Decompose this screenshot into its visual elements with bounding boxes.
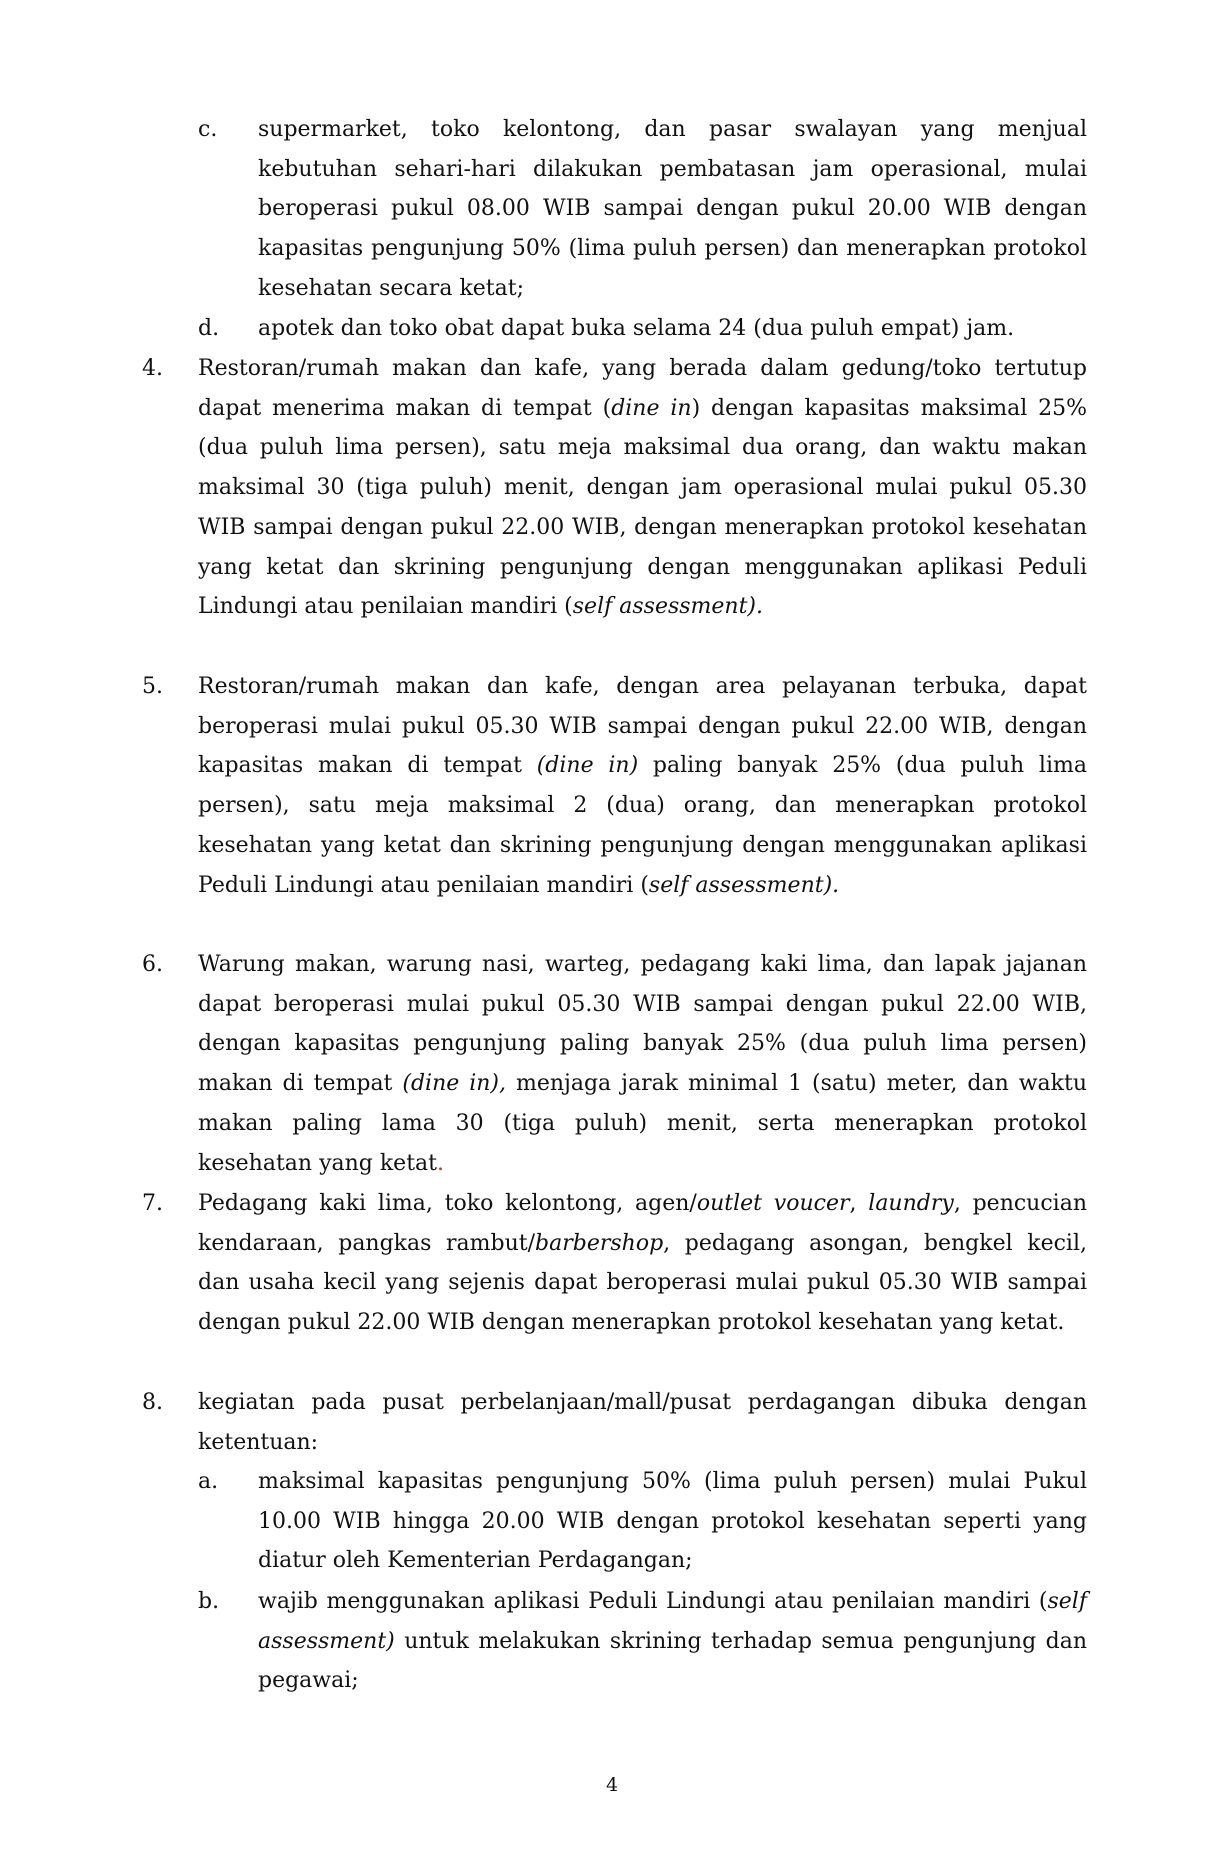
text-segment: , pedagang asongan, bengkel kecil, dan usaha kecil yang sejenis dapat beroperasi mulai pukul 05.30 WIB sampai dengan pukul 22.00 WIB dengan menerapkan protokol kesehatan yang ketat. xyxy=(198,1230,1087,1336)
list-marker: a. xyxy=(198,1469,219,1494)
text-segment: paling banyak 25% (dua puluh lima persen), satu meja maksimal 2 (dua) orang, dan menerapkan protokol kesehatan yang ketat dan skrining pengunjung dengan menggunakan aplikasi Peduli Lindungi atau penilaian mandiri ( xyxy=(198,753,1087,898)
text-segment: wajib menggunakan aplikasi Peduli Lindungi atau penilaian mandiri ( xyxy=(258,1589,1048,1614)
text-segment: menjaga jarak minimal 1 (satu) meter, dan waktu makan paling lama 30 (tiga puluh) menit, serta menerapkan protokol kesehatan yang ketat xyxy=(198,1071,1087,1176)
text-segment: Restoran/rumah makan dan kafe, dengan area pelayanan terbuka, dapat beroperasi mulai pukul 05.30 WIB sampai dengan pukul 22.00 WIB, dengan kapasitas makan di tempat xyxy=(198,674,1087,779)
italic-term: self assessment). xyxy=(648,872,840,898)
text-segment: Warung makan, warung nasi, warteg, pedagang kaki lima, dan lapak jajanan dapat beroperasi mulai pukul 05.30 WIB sampai dengan pukul 22.00 WIB, dengan kapasitas pengunjung paling banyak 25% (dua puluh lima persen) makan di tempat xyxy=(198,952,1087,1097)
list-marker: 8. xyxy=(142,1390,163,1415)
list-marker: d. xyxy=(198,316,220,341)
italic-term: (dine in) xyxy=(536,753,639,779)
list-marker: b. xyxy=(198,1589,220,1614)
list-item-text xyxy=(198,945,1087,1183)
italic-term: self assessment) xyxy=(258,1589,1087,1654)
text-segment: untuk melakukan skrining terhadap semua pengunjung dan pegawai; xyxy=(258,1628,1087,1694)
list-marker: 5. xyxy=(142,674,163,699)
page-number: 4 xyxy=(605,1774,619,1796)
italic-term: outlet voucer xyxy=(696,1191,850,1216)
text-segment: ) dengan kapasitas maksimal 25% (dua puluh lima persen), satu meja maksimal dua orang, dan waktu makan maksimal 30 (tiga puluh) menit, dengan jam operasional mulai pukul 05.30 WIB sampai dengan pukul 22.00 WIB, dengan menerapkan protokol kesehatan yang ketat dan skrining pengunjung dengan menggunakan aplikasi Peduli Lindungi atau penilaian mandiri ( xyxy=(198,395,1087,620)
list-marker: 4. xyxy=(142,356,163,381)
italic-term: dine in xyxy=(611,395,692,421)
italic-term: (dine in), xyxy=(402,1071,507,1097)
text-segment: Restoran/rumah makan dan kafe, yang berada dalam gedung/toko tertutup dapat menerima makan di tempat ( xyxy=(198,356,1087,421)
list-marker: 7. xyxy=(142,1191,163,1216)
list-item-text xyxy=(198,667,1087,905)
italic-term: laundry xyxy=(868,1191,954,1216)
italic-term: barbershop xyxy=(535,1230,664,1256)
list-item-text xyxy=(198,349,1087,627)
italic-term: self assessment). xyxy=(572,594,764,620)
text-segment: . xyxy=(437,1150,445,1176)
list-marker: 6. xyxy=(142,952,163,977)
text-segment: , pencucian kendaraan, pangkas rambut/ xyxy=(198,1191,1087,1256)
list-item-text xyxy=(198,1184,1087,1343)
text-segment: Pedagang kaki lima, toko kelontong, agen/ xyxy=(198,1191,697,1216)
list-item-text: maksimal kapasitas pengunjung 50% (lima puluh persen) mulai Pukul 10.00 WIB hingga 20.00 WIB dengan protokol kesehatan seperti yang diatur oleh Kementerian Perdagangan; xyxy=(258,1469,1087,1574)
list-item-text: supermarket, toko kelontong, dan pasar swalayan yang menjual kebutuhan sehari-hari dilakukan pembatasan jam operasional, mulai beroperasi pukul 08.00 WIB sampai dengan pukul 20.00 WIB dengan kapasitas pengunjung 50% (lima puluh persen) dan menerapkan protokol kesehatan secara ketat; xyxy=(258,117,1087,301)
text-segment: , xyxy=(849,1191,869,1216)
list-item-text: kegiatan pada pusat perbelanjaan/mall/pusat perdagangan dibuka dengan ketentuan: xyxy=(198,1390,1087,1455)
list-item-text xyxy=(258,1582,1087,1701)
list-marker: c. xyxy=(198,117,218,142)
list-item-text: apotek dan toko obat dapat buka selama 24 (dua puluh empat) jam. xyxy=(258,316,1015,341)
